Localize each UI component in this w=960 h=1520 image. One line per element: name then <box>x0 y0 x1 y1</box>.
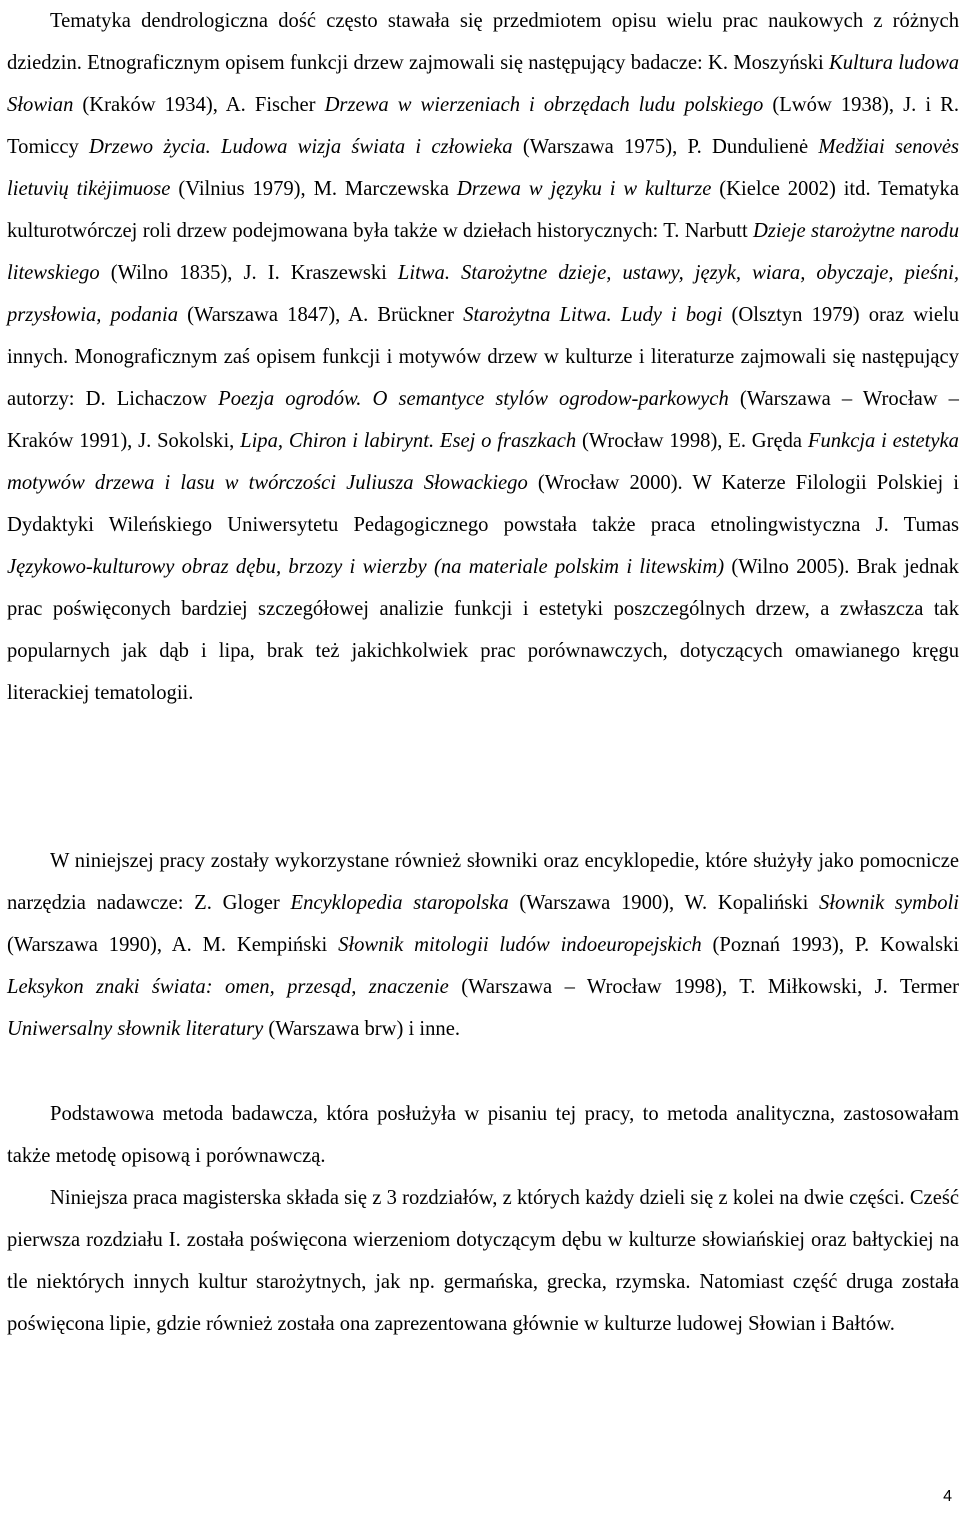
italic-title-run: Uniwersalny słownik literatury <box>7 1018 264 1040</box>
italic-title-run: Starożytna Litwa. Ludy i bogi <box>463 304 723 326</box>
text-run: (Wrocław 2000). W Katerze Filologii Polskiej i Dydaktyki Wileńskiego Uniwersytetu Pedagogicznego powstała także praca etnolingwistyczna J. Tumas <box>7 472 959 536</box>
text-run: (Poznań 1993), P. Kowalski <box>701 934 959 956</box>
text-run: Tematyka dendrologiczna dość często stawała się przedmiotem opisu wielu prac naukowych z różnych dziedzin. Etnograficznym opisem funkcji drzew zajmowali się następujący badacze: K. Moszyński <box>7 10 959 74</box>
italic-title-run: Słownik mitologii ludów indoeuropejskich <box>338 934 702 956</box>
italic-title-run: Dzieje starożytne narodu litewskiego <box>7 220 959 284</box>
text-run: (Kraków 1934), A. Fischer <box>73 94 325 116</box>
text-run: (Olsztyn 1979) oraz wielu innych. Monograficznym zaś opisem funkcji i motywów drzew w kulturze i literaturze zajmowali się następujący autorzy: D. Lichaczow <box>7 304 959 410</box>
text-run: (Warszawa brw) i inne. <box>263 1018 461 1040</box>
italic-title-run: Encyklopedia staropolska <box>290 892 509 914</box>
italic-title-run: Słownik symboli <box>819 892 959 914</box>
text-run: (Vilnius 1979), M. Marczewska <box>170 178 457 200</box>
paragraph <box>7 0 959 714</box>
italic-title-run: Litwa. Starożytne dzieje, ustawy, język, wiara, obyczaje, pieśni, przysłowia, podania <box>7 262 959 326</box>
text-run: (Warszawa – Wrocław – Kraków 1991), J. Sokolski, <box>7 388 959 452</box>
paragraph <box>7 1177 959 1345</box>
text-run: (Wilno 1835), J. I. Kraszewski <box>99 262 398 284</box>
italic-title-run: Kultura ludowa Słowian <box>7 52 959 116</box>
italic-title-run: Medžiai senovės lietuvių tikėjimuose <box>7 136 959 200</box>
italic-title-run: Drzewo życia. Ludowa wizja świata i człowieka <box>89 136 513 158</box>
text-run: (Warszawa – Wrocław 1998), T. Miłkowski, J. Termer <box>448 976 959 998</box>
italic-title-run: Poezja ogrodów. O semantyce stylów ogrodow-parkowych <box>218 388 729 410</box>
paragraph <box>7 1093 959 1177</box>
text-run: Podstawowa metoda badawcza, która posłużyła w pisaniu tej pracy, to metoda analityczna, zastosowałam także metodę opisową i porównawczą. <box>7 1103 959 1167</box>
text-run: (Wrocław 1998), E. Gręda <box>576 430 808 452</box>
italic-title-run: Drzewa w języku i w kulturze <box>456 178 712 200</box>
text-run: (Warszawa 1900), W. Kopaliński <box>508 892 819 914</box>
italic-title-run: Językowo-kulturowy obraz dębu, brzozy i wierzby (na materiale polskim i litewskim) <box>7 556 725 578</box>
text-run: (Warszawa 1975), P. Dundulienė <box>512 136 819 158</box>
text-run: (Kielce 2002) itd. Tematyka kulturotwórczej roli drzew podejmowana była także w dziełach historycznych: T. Narbutt <box>7 178 959 242</box>
italic-title-run: Leksykon znaki świata: omen, przesąd, znaczenie <box>7 976 449 998</box>
italic-title-run: Lipa, Chiron i labirynt. Esej o fraszkach <box>240 430 577 452</box>
paragraph <box>7 840 959 1050</box>
italic-title-run: Drzewa w wierzeniach i obrzędach ludu polskiego <box>324 94 764 116</box>
text-run: W niniejszej pracy zostały wykorzystane również słowniki oraz encyklopedie, które służyły jako pomocnicze narzędzia nadawcze: Z. Gloger <box>7 850 959 914</box>
italic-title-run: Funkcja i estetyka motywów drzewa i lasu w twórczości Juliusza Słowackiego <box>7 430 959 494</box>
text-run: (Warszawa 1847), A. Brückner <box>178 304 464 326</box>
text-run: (Lwów 1938), J. i R. Tomiccy <box>7 94 960 158</box>
text-run: (Warszawa 1990), A. M. Kempiński <box>7 934 339 956</box>
text-run: (Wilno 2005). Brak jednak prac poświęconych bardziej szczegółowej analizie funkcji i estetyki poszczególnych drzew, a zwłaszcza tak popularnych jak dąb i lipa, brak też jakichkolwiek prac porównawczych, dotyczących omawianego kręgu literackiej tematologii. <box>7 556 959 704</box>
page-number: 4 <box>943 1488 952 1505</box>
text-run: Niniejsza praca magisterska składa się z 3 rozdziałów, z których każdy dzieli się z kolei na dwie części. Cześć pierwsza rozdziału I. została poświęcona wierzeniom dotyczącym dębu w kulturze słowiańskiej oraz bałtyckiej na tle niektórych innych kultur starożytnych, jak np. germańska, grecka, rzymska. Natomiast część druga została poświęcona lipie, gdzie również została ona zaprezentowana głównie w kulturze ludowej Słowian i Bałtów. <box>7 1187 959 1335</box>
